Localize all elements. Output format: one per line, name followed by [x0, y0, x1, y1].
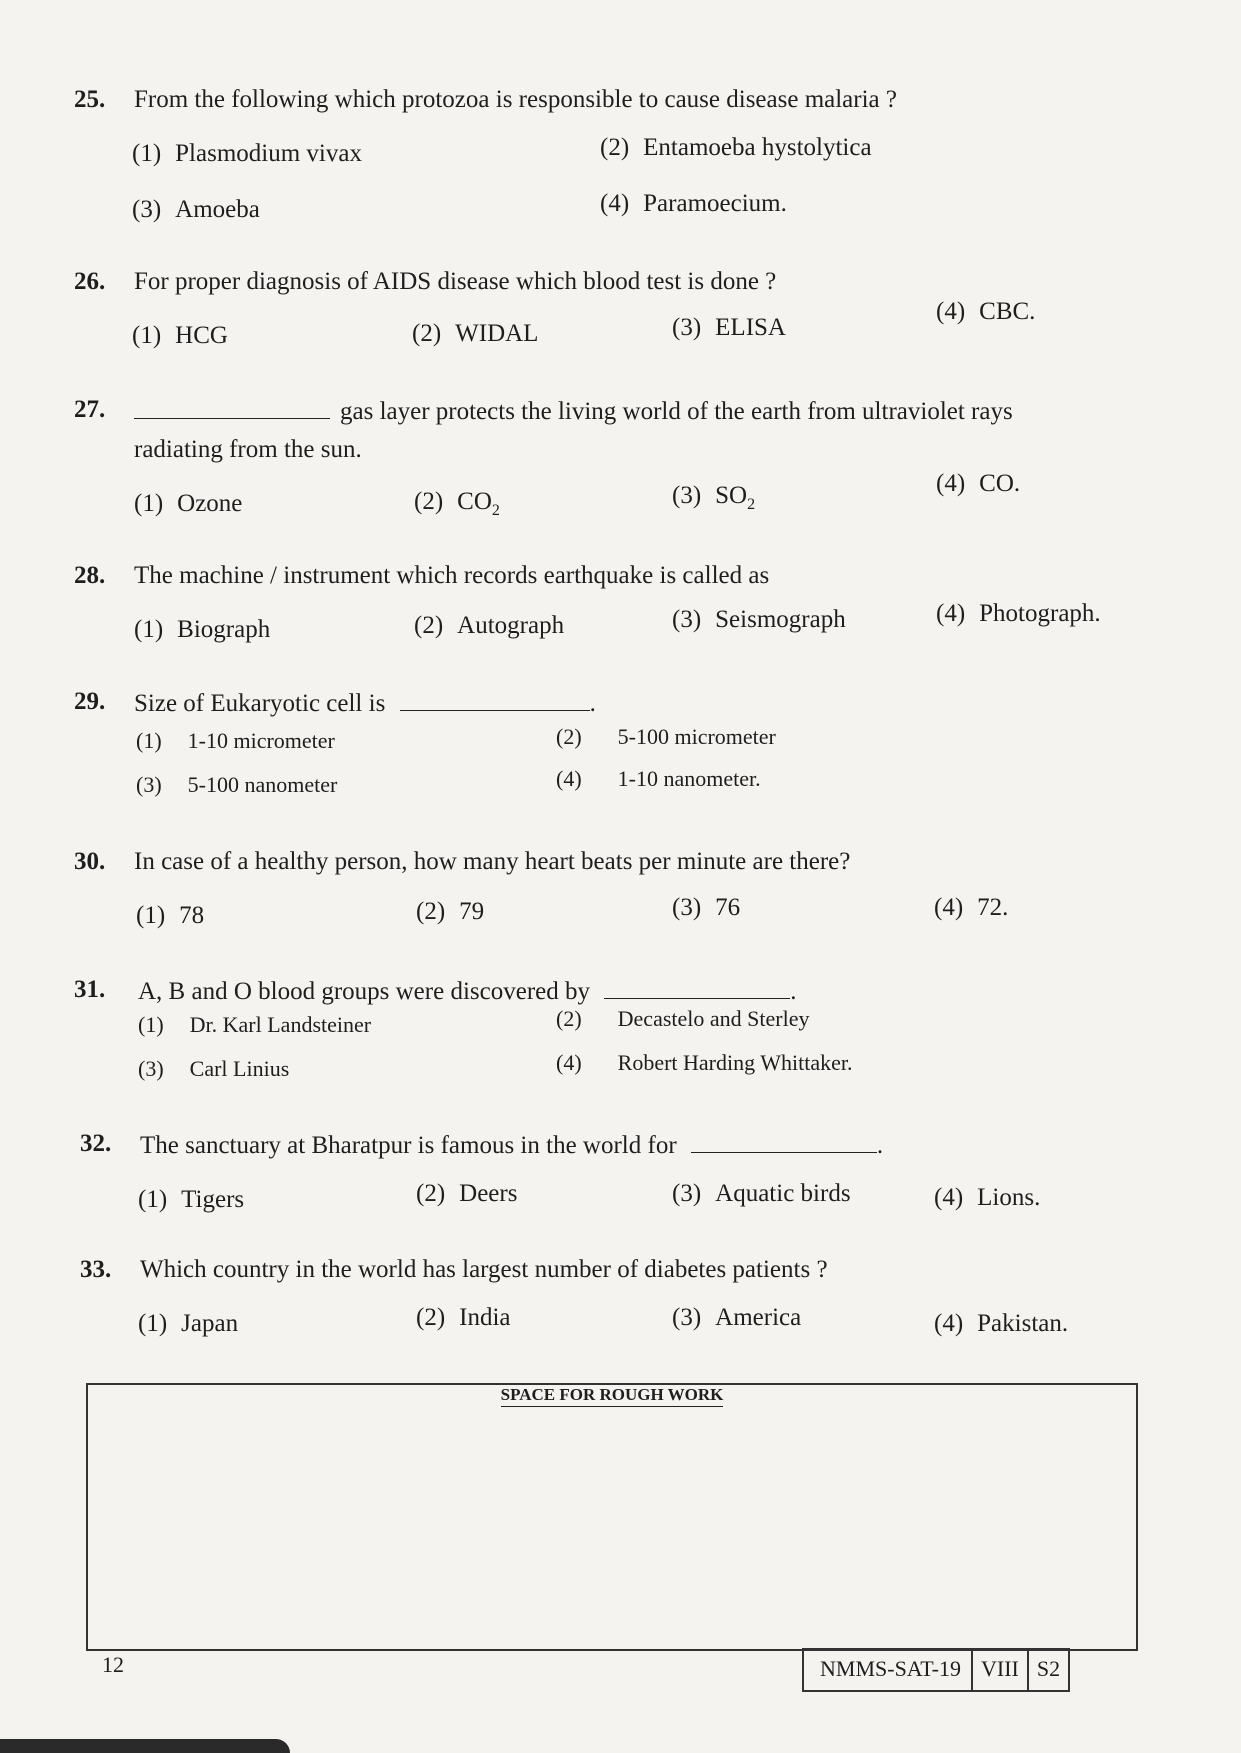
option-4[interactable]: (4) CO.	[936, 470, 1021, 497]
question-number: 25.	[74, 86, 106, 113]
option-1[interactable]: (1) Tigers	[138, 1186, 245, 1213]
option-2[interactable]: (2) Entamoeba hystolytica	[600, 134, 872, 161]
answer-blank[interactable]	[691, 1130, 877, 1153]
option-4[interactable]: (4) Paramoecium.	[600, 190, 787, 217]
option-1[interactable]: (1) Plasmodium vivax	[132, 140, 362, 167]
question-text: Size of Eukaryotic cell is .	[134, 690, 596, 717]
question-text: radiating from the sun.	[134, 436, 362, 463]
option-2[interactable]: (2) WIDAL	[412, 320, 539, 347]
option-4[interactable]: (4) Robert Harding Whittaker.	[556, 1050, 853, 1075]
option-1[interactable]: (1) Japan	[138, 1310, 239, 1337]
option-1[interactable]: (1) 78	[136, 902, 205, 929]
option-3[interactable]: (3) Seismograph	[672, 606, 846, 633]
set-label: S2	[1027, 1650, 1068, 1690]
option-2[interactable]: (2) Autograph	[414, 612, 565, 639]
answer-blank[interactable]	[134, 396, 330, 419]
question-text: From the following which protozoa is responsible to cause disease malaria ?	[134, 86, 897, 113]
class-label: VIII	[971, 1650, 1027, 1690]
question-number: 26.	[74, 268, 106, 295]
option-2[interactable]: (2) Deers	[416, 1180, 518, 1207]
option-1[interactable]: (1) Dr. Karl Landsteiner	[138, 1012, 372, 1037]
page-number: 12	[102, 1652, 124, 1677]
question-number: 28.	[74, 562, 106, 589]
option-1[interactable]: (1) HCG	[132, 322, 228, 349]
question-text: Which country in the world has largest number of diabetes patients ?	[140, 1256, 828, 1283]
option-3[interactable]: (3) 76	[672, 894, 741, 921]
question-text: In case of a healthy person, how many heart beats per minute are there?	[134, 848, 851, 875]
option-1[interactable]: (1) 1-10 micrometer	[136, 728, 335, 753]
option-1[interactable]: (1) Ozone	[134, 490, 243, 517]
option-4[interactable]: (4) Pakistan.	[934, 1310, 1069, 1337]
option-4[interactable]: (4) Lions.	[934, 1184, 1041, 1211]
question-number: 32.	[80, 1130, 112, 1157]
option-3[interactable]: (3) Aquatic birds	[672, 1180, 851, 1207]
question-number: 30.	[74, 848, 106, 875]
option-4[interactable]: (4) 72.	[934, 894, 1009, 921]
option-1[interactable]: (1) Biograph	[134, 616, 271, 643]
option-3[interactable]: (3) ELISA	[672, 314, 786, 341]
option-2[interactable]: (2) 5-100 micrometer	[556, 724, 776, 749]
option-3[interactable]: (3) Amoeba	[132, 196, 260, 223]
question-text: For proper diagnosis of AIDS disease which blood test is done ?	[134, 268, 777, 295]
question-number: 33.	[80, 1256, 112, 1283]
answer-blank[interactable]	[604, 976, 790, 999]
option-3[interactable]: (3) 5-100 nanometer	[136, 772, 338, 797]
answer-blank[interactable]	[400, 688, 590, 711]
paper-code: NMMS-SAT-19	[820, 1656, 962, 1681]
question-text: A, B and O blood groups were discovered by .	[138, 978, 797, 1005]
question-number: 29.	[74, 688, 106, 715]
page-edge-shadow	[0, 1739, 290, 1753]
option-4[interactable]: (4) CBC.	[936, 298, 1036, 325]
option-3[interactable]: (3) Carl Linius	[138, 1056, 290, 1081]
question-text: The machine / instrument which records earthquake is called as	[134, 562, 770, 589]
option-2[interactable]: (2) $CO_2$	[414, 488, 500, 519]
option-2[interactable]: (2) India	[416, 1304, 511, 1331]
question-text: The sanctuary at Bharatpur is famous in the world for .	[140, 1132, 884, 1159]
option-2[interactable]: (2) Decastelo and Sterley	[556, 1006, 810, 1031]
option-3[interactable]: (3) $SO_2$	[672, 482, 756, 513]
question-number: 31.	[74, 976, 106, 1003]
question-number: 27.	[74, 396, 106, 423]
option-2[interactable]: (2) 79	[416, 898, 485, 925]
option-4[interactable]: (4) Photograph.	[936, 600, 1101, 627]
rough-work-area[interactable]	[86, 1383, 1138, 1651]
question-text: gas layer protects the living world of the earth from ultraviolet rays	[134, 396, 1013, 426]
option-3[interactable]: (3) America	[672, 1304, 802, 1331]
option-4[interactable]: (4) 1-10 nanometer.	[556, 766, 761, 791]
rough-work-title: SPACE FOR ROUGH WORK	[88, 1385, 1136, 1405]
paper-code-box	[802, 1648, 1070, 1692]
